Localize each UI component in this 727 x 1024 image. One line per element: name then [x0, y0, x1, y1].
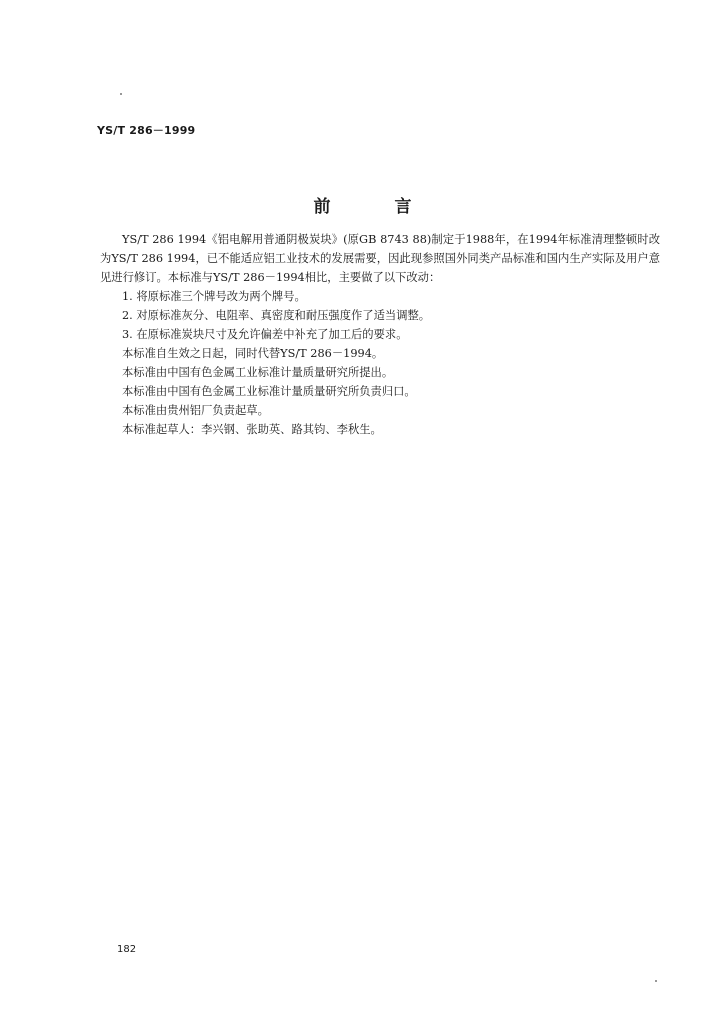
- change-item: 3. 在原标准炭块尺寸及允许偏差中补充了加工后的要求。: [122, 328, 408, 341]
- title-char-right: 言: [394, 197, 414, 217]
- scan-speck: [655, 980, 657, 982]
- section-title: [0, 192, 727, 217]
- scan-speck: [120, 93, 122, 95]
- statement-line: 本标准自生效之日起，同时代替YS/T 286－1994。: [122, 347, 384, 360]
- statement-line: 本标准由贵州铝厂负责起草。: [122, 404, 269, 417]
- change-item: 1. 将原标准三个牌号改为两个牌号。: [122, 290, 306, 303]
- statement-line: 本标准由中国有色金属工业标准计量质量研究所负责归口。: [122, 385, 416, 398]
- document-body: [100, 230, 660, 439]
- title-char-left: 前: [313, 197, 333, 217]
- statement-line: 本标准起草人：李兴钢、张助英、路其钧、李秋生。: [122, 423, 382, 436]
- statement-line: 本标准由中国有色金属工业标准计量质量研究所提出。: [122, 366, 394, 379]
- intro-paragraph: YS/T 286 1994《铝电解用普通阴极炭块》(原GB 8743 88)制定于1988年，在1994年标准清理整顿时改为YS/T 286 1994，已不能适应铝工业技术的发展需要，因此现参照国外同类产品标准和国内生产实际及用户意见进行修订。本标准与YS/T 286－1994相比，主要做了以下改动：: [100, 233, 660, 284]
- change-item: 2. 对原标准灰分、电阻率、真密度和耐压强度作了适当调整。: [122, 309, 431, 322]
- page-number: 182: [117, 944, 137, 955]
- standard-code-header: YS/T 286－1999: [97, 124, 196, 137]
